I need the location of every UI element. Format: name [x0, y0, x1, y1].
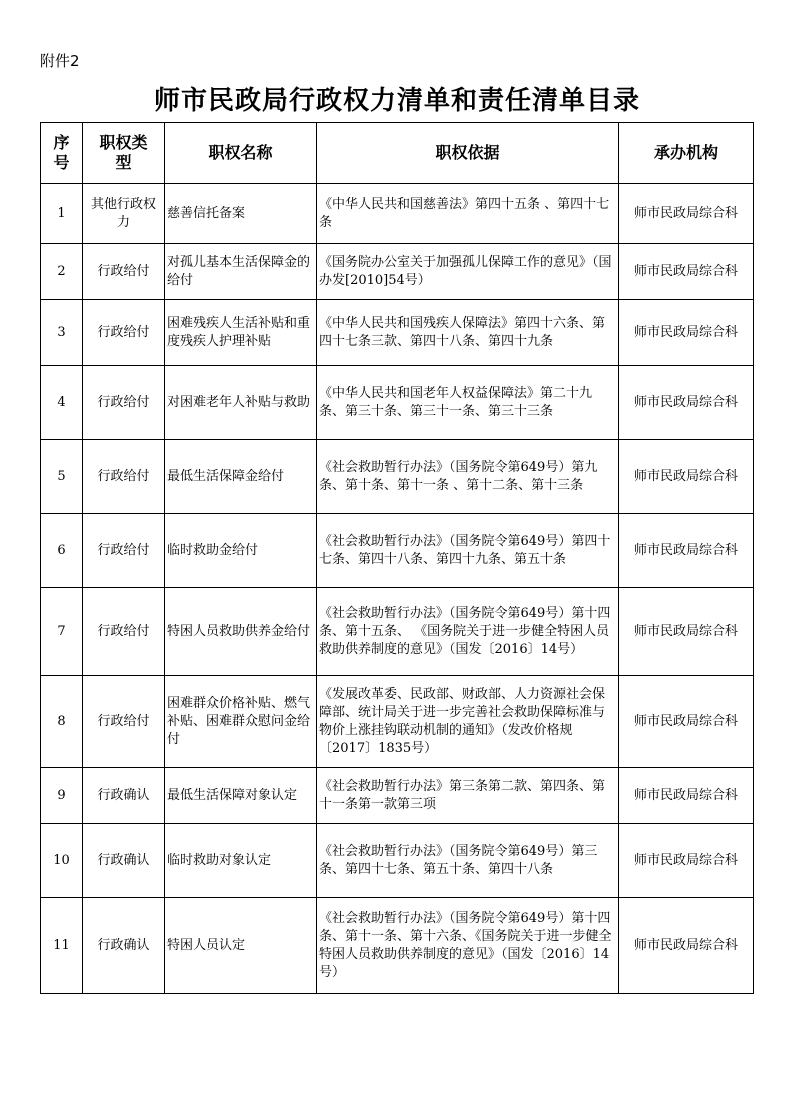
- row-power-type: 行政给付: [83, 440, 165, 514]
- row-number: 7: [41, 588, 83, 676]
- row-organization: 师市民政局综合科: [619, 440, 754, 514]
- header-type: 职权类型: [83, 123, 165, 184]
- row-power-name: 临时救助金给付: [165, 514, 317, 588]
- page-title: 师市民政局行政权力清单和责任清单目录: [153, 86, 640, 116]
- row-power-type: 行政给付: [83, 300, 165, 366]
- row-power-basis: 《中华人民共和国老年人权益保障法》第二十九条、第三十条、第三十一条、第三十三条: [317, 366, 619, 440]
- table-row: [41, 244, 754, 300]
- row-organization: 师市民政局综合科: [619, 824, 754, 898]
- row-power-name: 慈善信托备案: [165, 184, 317, 244]
- row-power-type: 行政给付: [83, 514, 165, 588]
- row-power-basis: 《社会救助暂行办法》（国务院令第649号）第四十七条、第四十八条、第四十九条、第五十条: [317, 514, 619, 588]
- header-org: 承办机构: [619, 123, 754, 184]
- row-power-name: 困难群众价格补贴、燃气补贴、困难群众慰问金给付: [165, 676, 317, 768]
- table-row: [41, 588, 754, 676]
- row-power-type: 行政给付: [83, 366, 165, 440]
- table-row: [41, 366, 754, 440]
- table-row: [41, 514, 754, 588]
- table-row: [41, 824, 754, 898]
- table-row: [41, 898, 754, 994]
- row-number: 8: [41, 676, 83, 768]
- attachment-label: 附件2: [40, 52, 80, 70]
- row-number: 10: [41, 824, 83, 898]
- row-power-type: 行政给付: [83, 588, 165, 676]
- row-power-basis: 《中华人民共和国残疾人保障法》第四十六条、第四十七条三款、第四十八条、第四十九条: [317, 300, 619, 366]
- row-organization: 师市民政局综合科: [619, 244, 754, 300]
- row-organization: 师市民政局综合科: [619, 514, 754, 588]
- power-list-table: [40, 122, 754, 994]
- row-organization: 师市民政局综合科: [619, 366, 754, 440]
- row-organization: 师市民政局综合科: [619, 676, 754, 768]
- table-row: [41, 184, 754, 244]
- row-organization: 师市民政局综合科: [619, 588, 754, 676]
- table-row: [41, 768, 754, 824]
- table-row: [41, 440, 754, 514]
- header-name: 职权名称: [165, 123, 317, 184]
- row-power-type: 行政确认: [83, 898, 165, 994]
- table-row: [41, 676, 754, 768]
- row-number: 6: [41, 514, 83, 588]
- row-number: 9: [41, 768, 83, 824]
- row-number: 1: [41, 184, 83, 244]
- row-number: 4: [41, 366, 83, 440]
- row-power-type: 行政确认: [83, 824, 165, 898]
- row-power-basis: 《社会救助暂行办法》（国务院令第649号）第九条、第十条、第十一条 、第十二条、第十三条: [317, 440, 619, 514]
- row-power-name: 临时救助对象认定: [165, 824, 317, 898]
- row-power-basis: 《发展改革委、民政部、财政部、人力资源社会保障部、统计局关于进一步完善社会救助保障标准与物价上涨挂钩联动机制的通知》（发改价格规〔2017〕1835号）: [317, 676, 619, 768]
- row-power-basis: 《国务院办公室关于加强孤儿保障工作的意见》（国办发[2010]54号）: [317, 244, 619, 300]
- row-power-basis: 《社会救助暂行办法》第三条第二款、第四条、第十一条第一款第三项: [317, 768, 619, 824]
- row-power-name: 困难残疾人生活补贴和重度残疾人护理补贴: [165, 300, 317, 366]
- row-power-name: 最低生活保障对象认定: [165, 768, 317, 824]
- row-number: 2: [41, 244, 83, 300]
- row-organization: 师市民政局综合科: [619, 898, 754, 994]
- row-number: 5: [41, 440, 83, 514]
- table-row: [41, 300, 754, 366]
- row-power-name: 对困难老年人补贴与救助: [165, 366, 317, 440]
- row-power-name: 特困人员救助供养金给付: [165, 588, 317, 676]
- row-power-type: 行政给付: [83, 244, 165, 300]
- row-power-basis: 《社会救助暂行办法》（国务院令第649号）第十四条、第十一条、第十六条、《国务院关于进一步健全特困人员救助供养制度的意见》（国发〔2016〕14号）: [317, 898, 619, 994]
- row-power-basis: 《社会救助暂行办法》（国务院令第649号）第三条、第四十七条、第五十条、第四十八条: [317, 824, 619, 898]
- row-power-basis: 《社会救助暂行办法》（国务院令第649号）第十四条、第十五条、 《国务院关于进一步健全特困人员救助供养制度的意见》（国发〔2016〕14号）: [317, 588, 619, 676]
- table-header-row: [41, 123, 754, 184]
- row-power-name: 最低生活保障金给付: [165, 440, 317, 514]
- row-power-type: 行政给付: [83, 676, 165, 768]
- row-organization: 师市民政局综合科: [619, 184, 754, 244]
- row-power-type: 行政确认: [83, 768, 165, 824]
- row-number: 3: [41, 300, 83, 366]
- row-power-type: 其他行政权力: [83, 184, 165, 244]
- row-organization: 师市民政局综合科: [619, 768, 754, 824]
- row-number: 11: [41, 898, 83, 994]
- row-power-basis: 《中华人民共和国慈善法》第四十五条 、第四十七条: [317, 184, 619, 244]
- row-power-name: 特困人员认定: [165, 898, 317, 994]
- header-basis: 职权依据: [317, 123, 619, 184]
- row-power-name: 对孤儿基本生活保障金的给付: [165, 244, 317, 300]
- header-no: 序号: [41, 123, 83, 184]
- row-organization: 师市民政局综合科: [619, 300, 754, 366]
